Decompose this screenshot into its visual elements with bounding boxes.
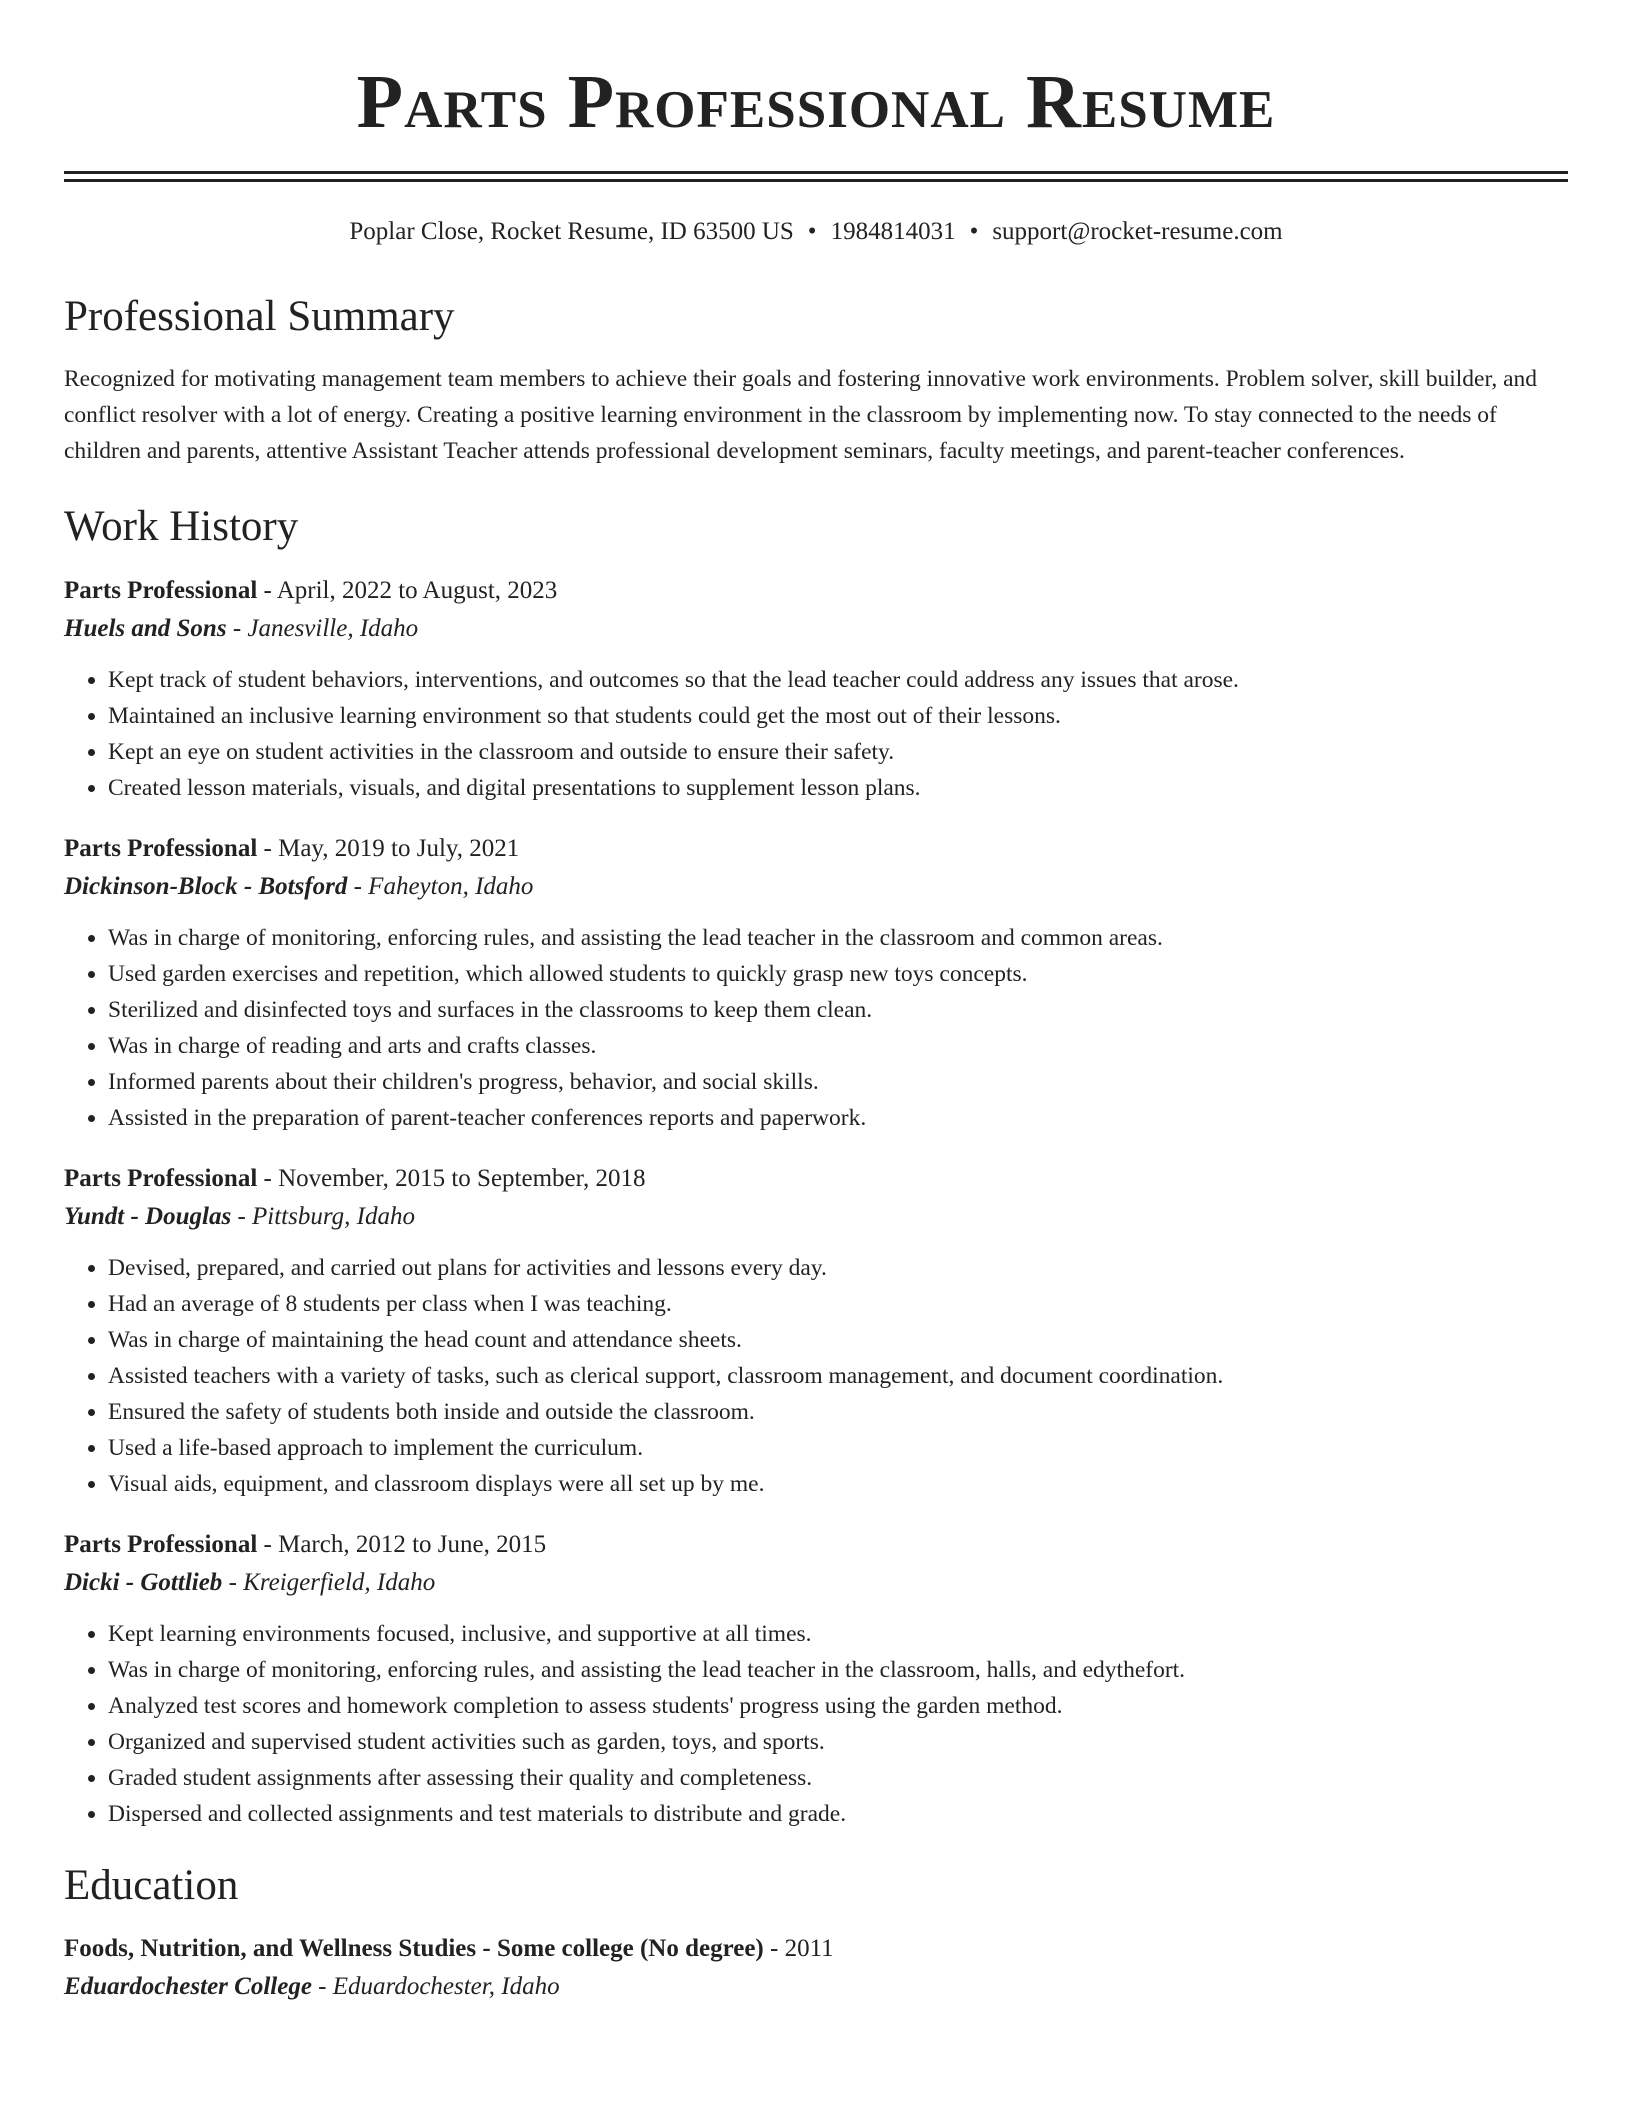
job-bullet: • Maintained an inclusive learning environment so that students could get the most out of their lessons. xyxy=(108,698,1568,734)
degree-line xyxy=(64,1930,1568,1968)
job-dates: - March, 2012 to June, 2015 xyxy=(257,1531,547,1559)
job-entry xyxy=(64,1160,1568,1502)
job-bullet: • Was in charge of maintaining the head count and attendance sheets. xyxy=(108,1322,1568,1358)
job-bullet: • Ensured the safety of students both inside and outside the classroom. xyxy=(108,1394,1568,1430)
job-bullet: • Sterilized and disinfected toys and surfaces in the classrooms to keep them clean. xyxy=(108,992,1568,1028)
job-entry xyxy=(64,1526,1568,1832)
job-entry xyxy=(64,830,1568,1136)
contact-separator: • xyxy=(969,218,979,245)
job-bullet: • Dispersed and collected assignments and test materials to distribute and grade. xyxy=(108,1796,1568,1832)
company-name: Huels and Sons xyxy=(64,615,227,643)
job-bullet: • Kept learning environments focused, inclusive, and supportive at all times. xyxy=(108,1616,1568,1652)
job-bullet: • Graded student assignments after assessing their quality and completeness. xyxy=(108,1760,1568,1796)
company-line xyxy=(64,1564,1568,1602)
job-title: Parts Professional xyxy=(64,835,258,863)
job-bullet: • Analyzed test scores and homework completion to assess students' progress using the garden method. xyxy=(108,1688,1568,1724)
job-bullet: • Had an average of 8 students per class when I was teaching. xyxy=(108,1286,1568,1322)
job-bullet: • Was in charge of monitoring, enforcing rules, and assisting the lead teacher in the classroom and common areas. xyxy=(108,920,1568,956)
contact-separator: • xyxy=(807,218,817,245)
summary-heading: Professional Summary xyxy=(64,293,455,340)
job-title: Parts Professional xyxy=(64,1165,258,1193)
job-bullet: • Kept track of student behaviors, interventions, and outcomes so that the lead teacher could address any issues that arose. xyxy=(108,662,1568,698)
job-bullet: • Assisted in the preparation of parent-teacher conferences reports and paperwork. xyxy=(108,1100,1568,1136)
job-bullet: • Used garden exercises and repetition, which allowed students to quickly grasp new toys concepts. xyxy=(108,956,1568,992)
job-bullet: • Created lesson materials, visuals, and digital presentations to supplement lesson plans. xyxy=(108,770,1568,806)
job-dates: - May, 2019 to July, 2021 xyxy=(257,835,520,863)
job-bullet: • Assisted teachers with a variety of tasks, such as clerical support, classroom management, and document coordination. xyxy=(108,1358,1568,1394)
degree-name: Foods, Nutrition, and Wellness Studies - Some college (No degree) xyxy=(64,1934,764,1962)
job-bullet: • Visual aids, equipment, and classroom displays were all set up by me. xyxy=(108,1466,1568,1502)
title-double-rule xyxy=(64,171,1568,182)
job-dates: - April, 2022 to August, 2023 xyxy=(257,577,558,605)
company-location: - Janesville, Idaho xyxy=(226,615,419,643)
job-bullets xyxy=(64,1616,1568,1832)
job-title-line xyxy=(64,1526,1568,1564)
contact-email: support@rocket-resume.com xyxy=(992,218,1283,245)
job-bullet: • Kept an eye on student activities in the classroom and outside to ensure their safety. xyxy=(108,734,1568,770)
company-name: Yundt - Douglas xyxy=(64,1203,232,1231)
job-title: Parts Professional xyxy=(64,1531,258,1559)
school-location: - Eduardochester, Idaho xyxy=(311,1972,560,2000)
company-line xyxy=(64,610,1568,648)
school-name: Eduardochester College xyxy=(64,1972,312,2000)
company-line xyxy=(64,868,1568,906)
contact-phone: 1984814031 xyxy=(830,218,956,245)
education-heading: Education xyxy=(64,1862,239,1910)
job-dates: - November, 2015 to September, 2018 xyxy=(257,1165,646,1193)
company-line xyxy=(64,1198,1568,1236)
job-title-line xyxy=(64,1160,1568,1198)
company-name: Dickinson-Block - Botsford xyxy=(64,873,348,901)
page-title: Parts Professional Resume xyxy=(356,60,1276,144)
education-entry xyxy=(64,1930,1568,2006)
job-bullets xyxy=(64,1250,1568,1502)
company-location: - Pittsburg, Idaho xyxy=(231,1203,415,1231)
job-title-line xyxy=(64,572,1568,610)
contact-line xyxy=(64,217,1568,247)
job-bullets xyxy=(64,662,1568,806)
work-history-heading: Work History xyxy=(64,502,299,550)
company-name: Dicki - Gottlieb xyxy=(64,1569,223,1597)
job-title-line xyxy=(64,830,1568,868)
job-bullet: • Was in charge of reading and arts and crafts classes. xyxy=(108,1028,1568,1064)
degree-year: - 2011 xyxy=(763,1934,834,1962)
job-bullets xyxy=(64,920,1568,1136)
company-location: - Kreigerfield, Idaho xyxy=(222,1569,436,1597)
school-line xyxy=(64,1968,1568,2006)
job-bullet: • Organized and supervised student activities such as garden, toys, and sports. xyxy=(108,1724,1568,1760)
job-bullet: • Devised, prepared, and carried out plans for activities and lessons every day. xyxy=(108,1250,1568,1286)
job-bullet: • Informed parents about their children's progress, behavior, and social skills. xyxy=(108,1064,1568,1100)
job-entry xyxy=(64,572,1568,806)
company-location: - Faheyton, Idaho xyxy=(347,873,534,901)
job-bullet: • Was in charge of monitoring, enforcing rules, and assisting the lead teacher in the classroom, halls, and edythefort. xyxy=(108,1652,1568,1688)
job-title: Parts Professional xyxy=(64,577,258,605)
contact-address: Poplar Close, Rocket Resume, ID 63500 US xyxy=(349,218,794,245)
summary-text: Recognized for motivating management team members to achieve their goals and fostering innovative work environments. Problem solver, skill builder, and conflict resolver with a lot of energy. Creating a positive learning environment in the classroom by implementing now. To stay connected to the needs of children and parents, attentive Assistant Teacher attends professional development seminars, faculty meetings, and parent-teacher conferences. xyxy=(64,365,1538,464)
job-bullet: • Used a life-based approach to implement the curriculum. xyxy=(108,1430,1568,1466)
